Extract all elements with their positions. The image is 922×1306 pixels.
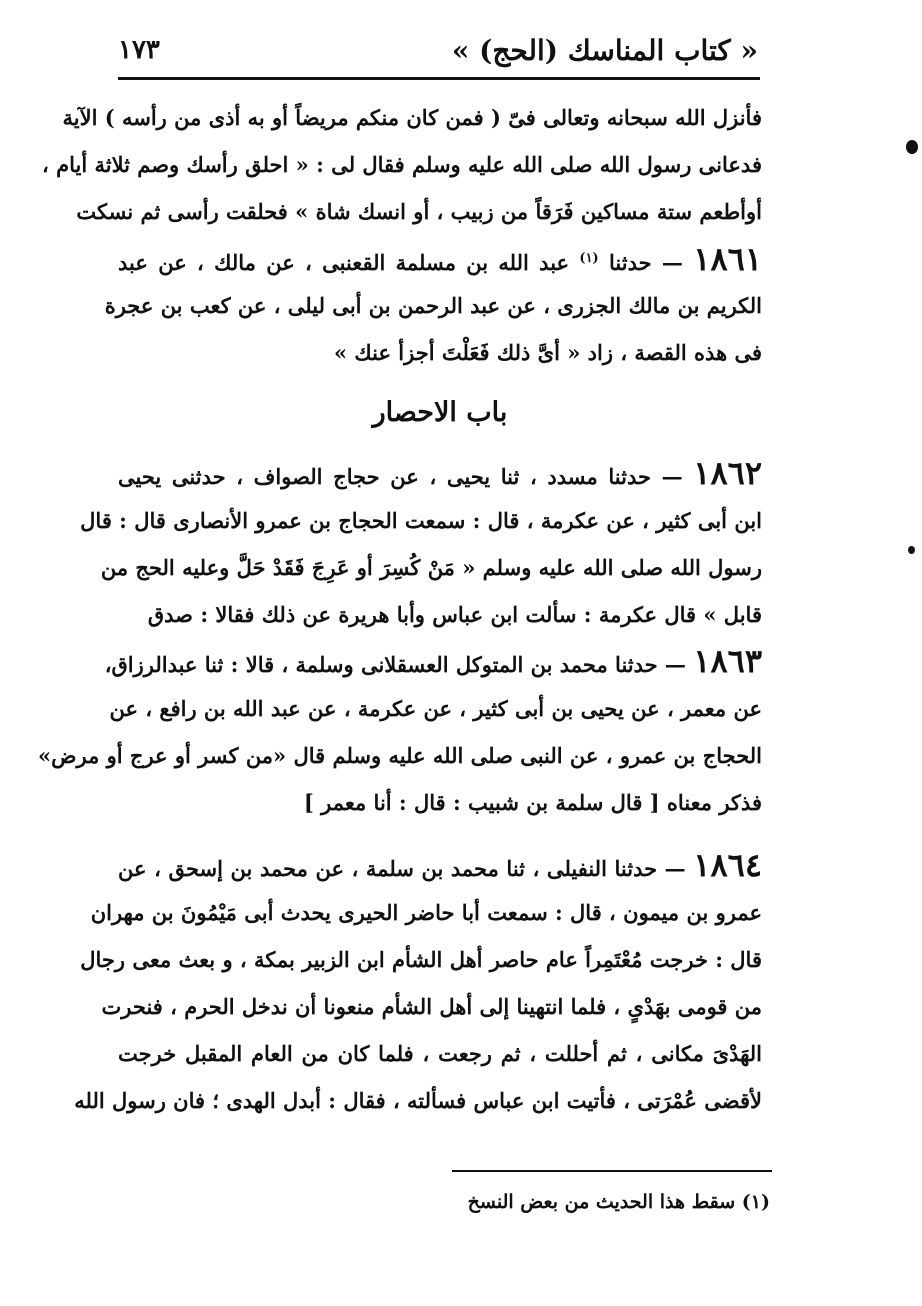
footnote-rule [452,1170,772,1172]
text-line: فى هذه القصة ، زاد « أىَّ ذلك فَعَلْتَ أجزأ عنك » [333,340,762,365]
margin-dot [908,546,915,554]
header-rule [118,77,760,80]
text-line: عمرو بن ميمون ، قال : سمعت أبا حاضر الحيرى يحدث أبى مَيْمُونَ بن مهران [90,900,762,925]
text-line: أوأطعم ستة مساكين فَرَقاً من زبيب ، أو انسك شاة » فحلقت رأسى ثم نسكت [76,199,762,224]
text-span: — حدثنا محمد بن المتوكل العسقلانى وسلمة ، قالا : ثنا عبدالرزاق، [104,652,686,677]
margin-dot [906,140,918,154]
text-span: — حدثنا النفيلى ، ثنا محمد بن سلمة ، عن محمد بن إسحق ، عن [118,856,686,881]
text-line: ابن أبى كثير ، عن عكرمة ، قال : سمعت الحجاج بن عمرو الأنصارى قال : قال [80,508,762,533]
main-text [37,94,763,1124]
hadith-1864-first-line [118,842,762,889]
text-line: الهَدْىَ مكانى ، ثم أحللت ، ثم رجعت ، فلما كان من العام المقبل خرجت [118,1041,762,1066]
text-span: — حدثنا مسدد ، ثنا يحيى ، عن حجاج الصواف ، حدثنى يحيى [118,464,683,489]
hadith-number: ١٨٦٣ [693,642,762,680]
hadith-1862-first-line [118,450,762,497]
hadith-1861-first-line [118,235,762,282]
text-line: الكريم بن مالك الجزرى ، عن عبد الرحمن بن أبى ليلى ، عن كعب بن عجرة [104,293,762,318]
text-span: عبد الله بن مسلمة القعنبى ، عن مالك ، عن عبد [118,250,570,275]
hadith-number: ١٨٦٢ [693,454,762,492]
hadith-1863-first-line [104,638,762,685]
text-line: قال : خرجت مُعْتَمِراً عام حاصر أهل الشأم ابن الزبير بمكة ، و بعث معى رجال [80,947,762,972]
footnote: (١) سقط هذا الحديث من بعض النسخ [467,1191,770,1213]
text-line: الحجاج بن عمرو ، عن النبى صلى الله عليه وسلم قال «من كسر أو عرج أو مرض» [37,743,762,768]
text-line: رسول الله صلى الله عليه وسلم « مَنْ كُسِرَ أو عَرِجَ فَقَدْ حَلَّ وعليه الحج من [100,555,762,580]
text-line: فذكر معناه [ قال سلمة بن شبيب : قال : أنا معمر ] [303,790,762,815]
paragraph-gap [118,826,762,842]
running-title: « كتاب المناسك (الحج) » [451,33,758,67]
text-line: فأنزل الله سبحانه وتعالى فىّ ( فمن كان منكم مريضاً أو به أذى من رأسه ) الآية [62,105,762,130]
text-line: فدعانى رسول الله صلى الله عليه وسلم فقال لى : « احلق رأسك وصم ثلاثة أيام ، [41,152,762,177]
hadith-number: ١٨٦٤ [693,846,763,884]
text-line: لأقضى عُمْرَتى ، فأتيت ابن عباس فسألته ، فقال : أبدل الهدى ؛ فان رسول الله [74,1088,762,1113]
text-span: — حدثنا [609,250,683,275]
page-header [118,24,758,76]
hadith-number: ١٨٦١ [693,240,763,278]
footnote-reference: (١) [579,251,599,266]
text-line: عن معمر ، عن يحيى بن أبى كثير ، عن عكرمة ، عن عبد الله بن رافع ، عن [109,696,762,721]
text-line: قابل » قال عكرمة : سألت ابن عباس وأبا هريرة عن ذلك فقالا : صدق [147,602,762,627]
chapter-title: باب الاحصار [372,397,508,428]
page-number: ١٧٣ [118,35,160,65]
text-line: من قومى بهَدْىٍ ، فلما انتهينا إلى أهل الشأم منعونا أن ندخل الحرم ، فنحرت [101,994,762,1019]
